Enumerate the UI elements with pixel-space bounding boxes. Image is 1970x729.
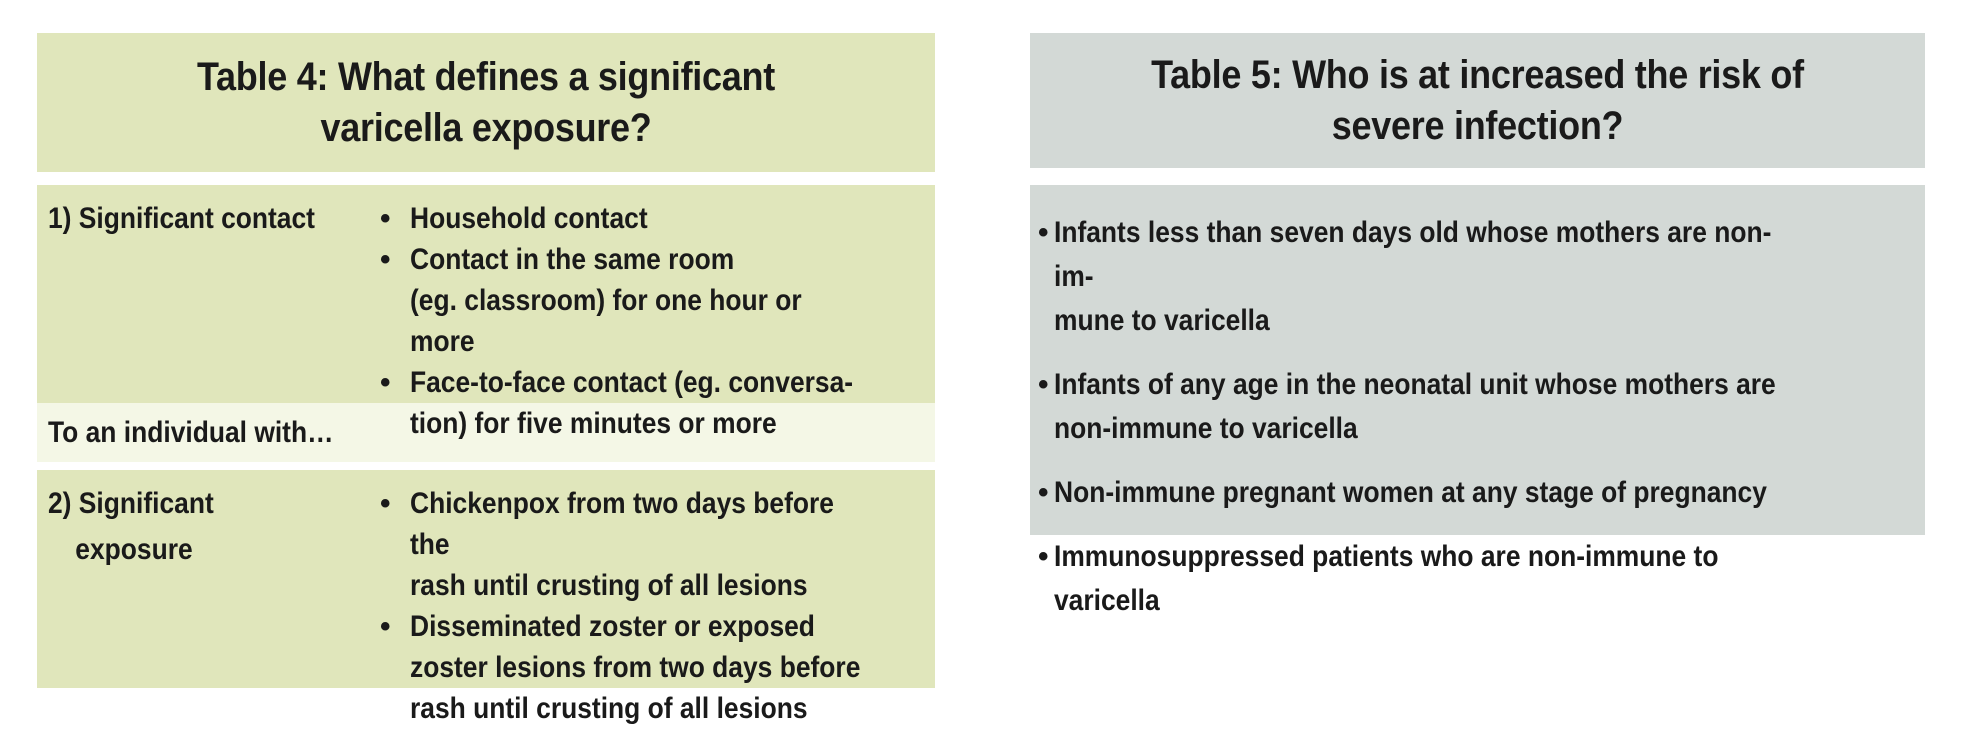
table-4-row2-bullet-list xyxy=(369,483,935,729)
bullet-glyph: • xyxy=(380,610,391,643)
list-item-line: Non-immune pregnant women at any stage of pregnancy xyxy=(1054,476,1767,509)
list-item xyxy=(369,362,935,444)
table-5-bullet-list xyxy=(1030,185,1925,617)
list-item-text xyxy=(1054,363,1776,451)
list-item-text xyxy=(410,606,860,729)
table-4-title xyxy=(37,33,935,172)
list-item-text xyxy=(1054,535,1803,623)
list-item xyxy=(1038,535,1905,623)
list-item xyxy=(369,198,935,239)
table-5 xyxy=(1030,33,1925,617)
table-4 xyxy=(37,33,935,725)
list-item-line: mune to varicella xyxy=(1054,304,1270,337)
table-5-title xyxy=(1030,33,1925,168)
table-4-title-body-gap xyxy=(37,172,935,185)
list-item-line: Household contact xyxy=(410,202,648,235)
list-item-line: Immunosuppressed patients who are non-immune to varicella xyxy=(1054,540,1719,617)
list-item-line: Contact in the same room xyxy=(410,243,735,276)
bullet-glyph: • xyxy=(380,243,391,276)
list-item xyxy=(1038,211,1905,343)
table-4-row2-label xyxy=(48,483,330,570)
list-item-text xyxy=(410,362,853,444)
table-4-divider-text: To an individual with… xyxy=(48,415,334,449)
bullet-glyph: • xyxy=(1038,540,1049,573)
table-4-row1-label-cell xyxy=(37,198,369,444)
list-item-line: Infants of any age in the neonatal unit whose mothers are xyxy=(1054,368,1776,401)
table-4-row1-label: 1) Significant contact xyxy=(48,202,315,235)
bullet-glyph: • xyxy=(1038,368,1049,401)
list-item-text xyxy=(410,198,648,239)
table-4-row2-label-cell xyxy=(37,483,369,729)
list-item xyxy=(1038,471,1905,515)
list-item-line: zoster lesions from two days before xyxy=(410,651,861,684)
bullet-glyph: • xyxy=(1038,216,1049,249)
table-4-row2-label-line-2: exposure xyxy=(75,533,193,566)
table-5-title-line-2: severe infection? xyxy=(1331,103,1624,148)
table-4-row-significant-exposure xyxy=(37,470,935,725)
table-4-row-gap xyxy=(37,462,935,470)
table-5-title-line-1: Table 5: Who is at increased the risk of xyxy=(1151,52,1804,97)
list-item xyxy=(369,483,935,606)
list-item-line: tion) for five minutes or more xyxy=(410,407,777,440)
list-item-line: (eg. classroom) for one hour or more xyxy=(410,284,802,358)
table-5-title-body-gap xyxy=(1030,168,1925,185)
table-4-title-line-2: varicella exposure? xyxy=(320,105,652,150)
bullet-glyph: • xyxy=(380,366,391,399)
list-item-text xyxy=(1054,471,1767,515)
list-item-line: Chickenpox from two days before the xyxy=(410,487,834,561)
list-item xyxy=(1038,363,1905,451)
list-item-line: Disseminated zoster or exposed xyxy=(410,610,815,643)
list-item-text xyxy=(410,239,872,362)
bullet-glyph: • xyxy=(1038,476,1049,509)
list-item-line: rash until crusting of all lesions xyxy=(410,692,808,725)
table-4-row1-bullet-list xyxy=(369,198,935,444)
bullet-glyph: • xyxy=(380,202,391,235)
list-item-text xyxy=(1054,211,1803,343)
table-4-row2-label-line-1: 2) Significant xyxy=(48,487,214,520)
list-item-line: Face-to-face contact (eg. conversa- xyxy=(410,366,854,399)
list-item xyxy=(369,239,935,362)
list-item-line: Infants less than seven days old whose mothers are non-im- xyxy=(1054,216,1772,293)
list-item-text xyxy=(410,483,872,606)
list-item xyxy=(369,606,935,729)
bullet-glyph: • xyxy=(380,487,391,520)
list-item-line: non-immune to varicella xyxy=(1054,412,1358,445)
list-item-line: rash until crusting of all lesions xyxy=(410,569,808,602)
table-4-title-line-1: Table 4: What defines a significant xyxy=(197,54,775,99)
